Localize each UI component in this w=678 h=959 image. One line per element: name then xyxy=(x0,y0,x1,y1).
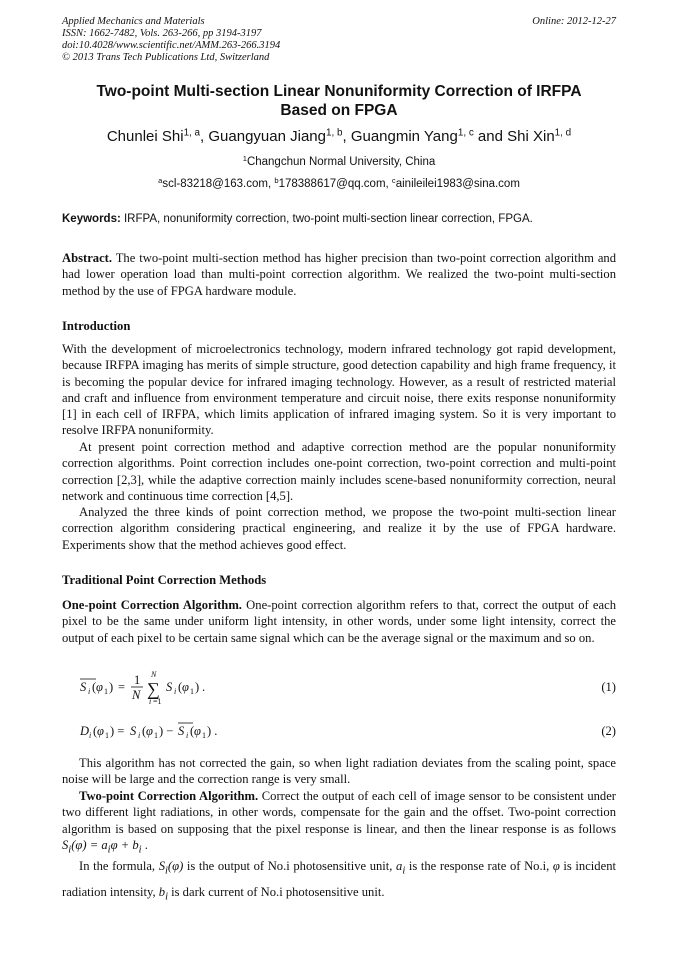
svg-text:φ: φ xyxy=(182,680,189,694)
symbol-bi: $b_i$ xyxy=(158,884,168,903)
svg-text:φ: φ xyxy=(97,724,104,738)
journal-name: Applied Mechanics and Materials xyxy=(62,16,205,27)
keywords xyxy=(62,213,616,225)
email: scl-83218@163.com, xyxy=(162,178,275,190)
svg-text:N: N xyxy=(151,670,157,679)
svg-text:): ) xyxy=(195,680,200,694)
svg-text:i: i xyxy=(138,731,141,740)
author-separator: , xyxy=(342,128,351,145)
symbol-si: $S_i(\varphi)$ xyxy=(158,859,184,877)
author-name: Guangmin Yang xyxy=(350,128,458,145)
svg-text:.: . xyxy=(202,680,206,694)
section-heading-introduction: Introduction xyxy=(62,319,131,333)
author-name: Shi Xin xyxy=(507,128,555,145)
email: 178388617@qq.com, xyxy=(278,178,392,190)
abstract xyxy=(62,250,616,299)
svg-text:φ: φ xyxy=(96,680,103,694)
gain-paragraph: This algorithm has not corrected the gain, so when light radiation deviates from the scaling point, space noise will be large and the correction range is very small. xyxy=(62,756,616,787)
equation-2 xyxy=(62,716,616,756)
title-line-2: Based on FPGA xyxy=(280,102,398,119)
svg-text:1: 1 xyxy=(154,731,158,740)
equation-2-formula xyxy=(78,716,278,746)
intro-paragraph-3: Analyzed the three kinds of point correction method, we propose the two-point multi-section linear correction algorithm considering practical engineering, and realize it by the use of FPGA hardware. Experiments show that the method achieves good effect. xyxy=(62,505,616,552)
svg-text:S: S xyxy=(166,680,173,694)
svg-text:S: S xyxy=(130,724,137,738)
author-name: Guangyuan Jiang xyxy=(208,128,326,145)
email-sup: a xyxy=(158,175,163,185)
author-name: Chunlei Shi xyxy=(106,128,184,145)
author-sup: 1, b xyxy=(325,127,343,139)
equation-1 xyxy=(62,668,616,708)
twopoint-label: Two-point Correction Algorithm. xyxy=(79,789,259,803)
onepoint-label: One-point Correction Algorithm. xyxy=(62,598,242,612)
formula-text-2: is the output of No.i photosensitive unit, xyxy=(183,859,397,873)
svg-text:i: i xyxy=(88,687,91,696)
copyright: © 2013 Trans Tech Publications Ltd, Switzerland xyxy=(62,52,270,63)
affiliation-text: Changchun Normal University, China xyxy=(246,156,436,168)
svg-text:(: ( xyxy=(190,724,195,738)
svg-text:(: ( xyxy=(92,680,97,694)
svg-text:(: ( xyxy=(178,680,183,694)
abstract-label: Abstract. xyxy=(62,251,113,265)
svg-text:(: ( xyxy=(93,724,98,738)
formula-text-4: is incident radiation intensity, xyxy=(62,859,616,899)
svg-text:) −: ) − xyxy=(159,724,174,738)
onepoint-paragraph xyxy=(62,597,616,646)
svg-text:N: N xyxy=(132,688,141,702)
formula-text-3: is the response rate of No.i, xyxy=(405,859,553,873)
issn: ISSN: 1662-7482, Vols. 263-266, pp 3194-3197 xyxy=(62,28,262,39)
svg-text:=: = xyxy=(118,680,126,694)
svg-text:) =: ) = xyxy=(110,724,125,738)
author-sup: 1, a xyxy=(183,127,201,139)
svg-text:S: S xyxy=(80,680,87,694)
formula-text-5: is dark current of No.i photosensitive unit. xyxy=(167,884,385,899)
svg-text:∑: ∑ xyxy=(147,679,160,699)
formula-explanation xyxy=(62,856,616,907)
section-heading-traditional: Traditional Point Correction Methods xyxy=(62,573,267,587)
formula-text-1: In the formula, xyxy=(79,859,159,873)
svg-text:=1: =1 xyxy=(153,697,162,706)
svg-text:i: i xyxy=(89,731,92,740)
symbol-phi: φ xyxy=(552,859,560,873)
paper-title xyxy=(62,82,616,120)
journal-header xyxy=(62,16,616,64)
author-separator: , xyxy=(200,128,209,145)
svg-text:i: i xyxy=(186,731,189,740)
email-sup: c xyxy=(391,175,396,185)
author-separator: and xyxy=(473,128,508,145)
intro-paragraph-1: With the development of microelectronics technology, modern infrared technology got rapid development, because IRFPA imaging has merits of simple structure, good detection capability and high frame frequency, it is becoming the popular device for infrared imaging technology. However, as a result of restricted material and craft and influence from environment temperature and circuit noise, there exits response nonuniformity [1] in each cell of IRFPA, which limits application of infrared imaging system. So it is very important to resolve IRFPA nonuniformity. xyxy=(62,342,616,438)
svg-text:1: 1 xyxy=(202,731,206,740)
equation-1-number: (1) xyxy=(601,680,616,694)
author-sup: 1, d xyxy=(554,127,572,139)
svg-text:1: 1 xyxy=(134,673,141,687)
svg-text:i: i xyxy=(174,687,177,696)
svg-text:1: 1 xyxy=(105,731,109,740)
svg-text:): ) xyxy=(109,680,114,694)
affiliation xyxy=(62,153,616,168)
email-list xyxy=(62,175,616,190)
title-line-1: Two-point Multi-section Linear Nonuniformity Correction of IRFPA xyxy=(96,83,582,100)
svg-text:D: D xyxy=(80,724,90,738)
equation-1-formula xyxy=(78,668,278,708)
svg-text:φ: φ xyxy=(194,724,201,738)
twopoint-paragraph: Two-point Correction Algorithm. Correct the output of each cell of image sensor to be consistent under two different light radiations, in other words, compensate for the gain and the offset. Two-point correction algorithm is based on supposing that the pixel response is linear, and then the linear response is as follows $S_i(\varphi) = a_i\varphi + b_i$ . xyxy=(62,789,616,856)
svg-text:(: ( xyxy=(142,724,147,738)
keywords-text: IRFPA, nonuniformity correction, two-point multi-section linear correction, FPGA. xyxy=(120,213,533,225)
doi: doi:10.4028/www.scientific.net/AMM.263-266.3194 xyxy=(62,40,281,51)
svg-text:φ: φ xyxy=(146,724,153,738)
intro-paragraph-2: At present point correction method and adaptive correction method are the popular nonuniformity correction algorithms. Point correction includes one-point correction, two-point correction and multi-point correction [2,3], while the adaptive correction mainly includes scene-based nonuniformity correction, neural network and continuous time correction [4,5]. xyxy=(62,440,616,503)
svg-text:1: 1 xyxy=(104,687,108,696)
author-sup: 1, c xyxy=(457,127,474,139)
svg-text:1: 1 xyxy=(190,687,194,696)
svg-text:S: S xyxy=(178,724,185,738)
affiliation-sup: 1 xyxy=(242,153,247,163)
linear-response-formula: $S_i(\varphi) = a_i\varphi + b_i$ xyxy=(62,837,142,856)
online-date: Online: 2012-12-27 xyxy=(532,16,616,27)
email: ainileilei1983@sina.com xyxy=(395,178,520,190)
abstract-text: The two-point multi-section method has higher precision than two-point correction algorithm and had lower operation load than multi-point correction algorithm. We realized the two-point multi-section method by the use of FPGA hardware module. xyxy=(62,251,616,298)
author-list xyxy=(62,128,616,146)
svg-text:) .: ) . xyxy=(207,724,218,738)
keywords-label: Keywords: xyxy=(62,213,121,225)
email-sup: b xyxy=(274,175,279,185)
twopoint-text: Correct the output of each cell of image sensor to be consistent under two different light radiations, in other words, compensate for the gain and the offset. Two-point correction algorithm is based on supposing that the pixel response is linear, and then the linear response is as follows xyxy=(62,789,616,836)
onepoint-text: One-point correction algorithm refers to that, correct the output of each pixel to be the same under uniform light intensity, in other words, under some light intensity, correct the output of each pixel to be certain same signal which can be the average signal or the maximum and so on. xyxy=(62,598,616,645)
symbol-ai: $a_i$ xyxy=(396,859,406,877)
svg-text:i: i xyxy=(149,697,152,706)
equation-2-number: (2) xyxy=(601,724,616,738)
